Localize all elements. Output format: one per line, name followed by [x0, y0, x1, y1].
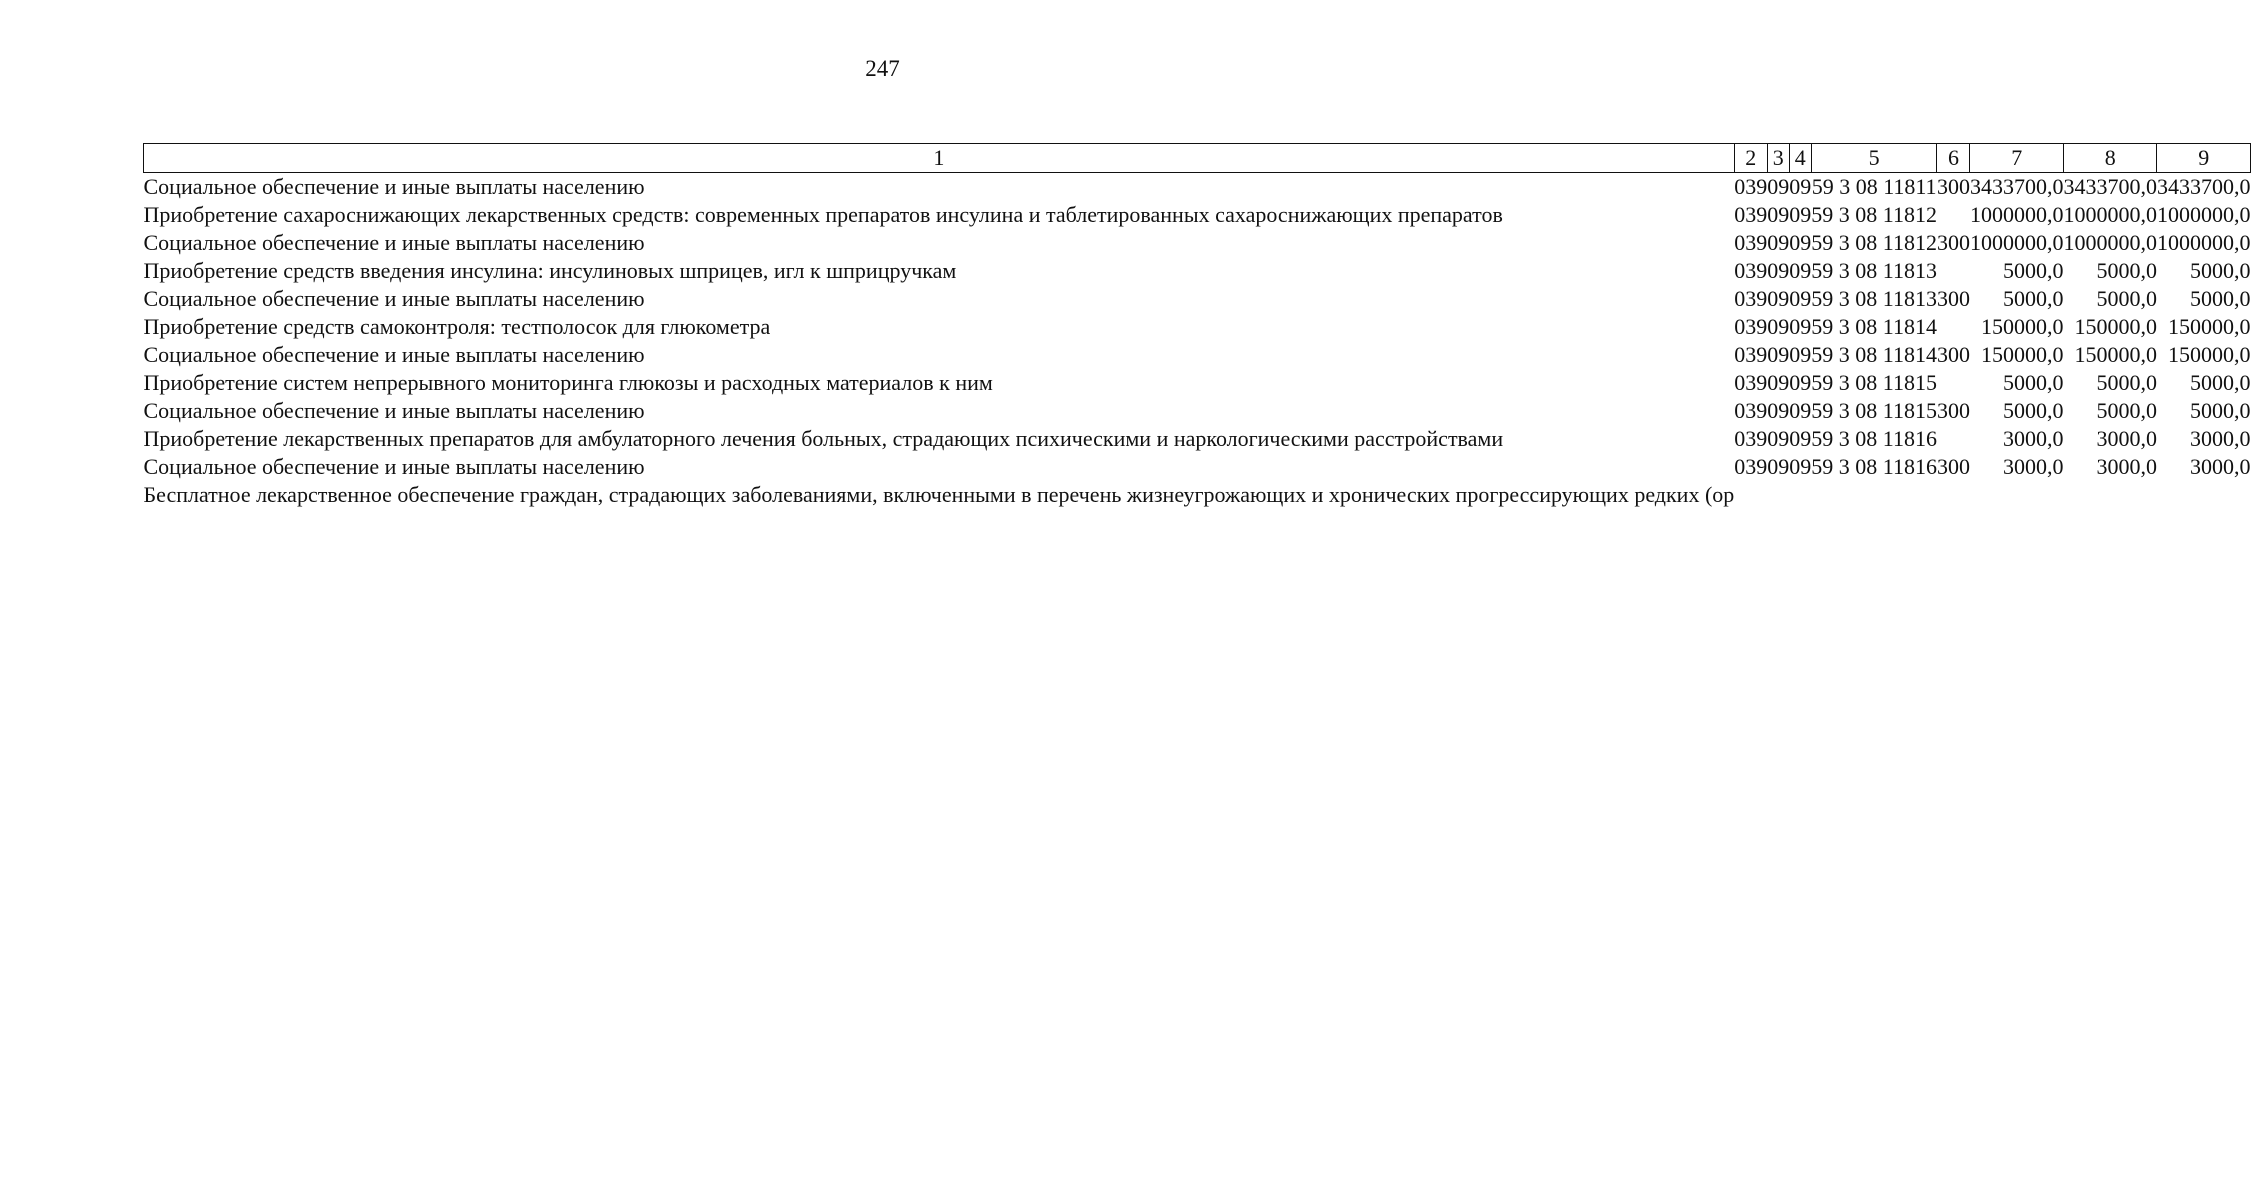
code-cell-expense-type [1937, 201, 1970, 229]
code-cell-subsection: 09 [1789, 174, 1812, 199]
header-cell: 2 [1734, 144, 1767, 173]
code-cell-section: 09 [1767, 454, 1790, 479]
code-cell-subsection: 09 [1789, 398, 1812, 423]
amount-cell-year2 [2063, 481, 2157, 509]
code-cell-expense-type: 300 [1936, 286, 1970, 311]
code-cell-target [1811, 481, 1937, 509]
code-cell-subsection: 09 [1789, 370, 1812, 395]
table-row [144, 257, 2251, 285]
code-cell-ministry: 039 [1734, 314, 1768, 339]
amount-cell-year3: 3000,0 [2189, 454, 2251, 479]
table-row [144, 397, 2251, 425]
amount-cell-year3: 5000,0 [2189, 370, 2251, 395]
amount-cell-year2: 3000,0 [2096, 426, 2157, 451]
header-cell: 3 [1767, 144, 1789, 173]
header-cell: 7 [1970, 144, 2064, 173]
amount-cell-year1: 3000,0 [2002, 454, 2064, 479]
table-row [144, 229, 2251, 257]
code-cell-section: 09 [1767, 314, 1790, 339]
code-cell-section: 09 [1767, 174, 1790, 199]
code-cell-ministry: 039 [1734, 258, 1768, 283]
header-cell: 1 [144, 144, 1735, 173]
code-cell-section: 09 [1767, 370, 1790, 395]
amount-cell-year2: 1000000,0 [2063, 230, 2157, 255]
code-cell-target: 59 3 08 11814 [1811, 314, 1937, 339]
description-cell: Социальное обеспечение и иные выплаты населению [143, 174, 645, 199]
code-cell-section: 09 [1767, 258, 1790, 283]
amount-cell-year2: 3000,0 [2096, 454, 2157, 479]
code-cell-expense-type: 300 [1936, 342, 1970, 367]
header-cell: 8 [2063, 144, 2157, 173]
code-cell-section: 09 [1767, 398, 1790, 423]
table-row [144, 425, 2251, 453]
code-cell-expense-type [1937, 257, 1970, 285]
code-cell-subsection: 09 [1789, 286, 1812, 311]
code-cell-target: 59 3 08 11811 [1811, 174, 1937, 199]
code-cell-ministry: 039 [1734, 286, 1768, 311]
amount-cell-year1: 3433700,0 [1969, 174, 2064, 199]
code-cell-section: 09 [1767, 426, 1790, 451]
table-row [144, 313, 2251, 341]
code-cell-expense-type: 300 [1936, 174, 1970, 199]
amount-cell-year2: 1000000,0 [2063, 202, 2157, 227]
code-cell-ministry: 039 [1734, 202, 1768, 227]
amount-cell-year1: 5000,0 [2002, 370, 2064, 395]
header-cell: 4 [1789, 144, 1811, 173]
code-cell-target: 59 3 08 11812 [1811, 230, 1937, 255]
code-cell-subsection: 09 [1789, 314, 1812, 339]
code-cell-expense-type: 300 [1936, 398, 1970, 423]
code-cell-target: 59 3 08 11815 [1811, 398, 1937, 423]
amount-cell-year2: 5000,0 [2096, 286, 2157, 311]
description-cell: Приобретение лекарственных препаратов для амбулаторного лечения больных, страдающих психическими и наркологическими расстройствами [143, 426, 1504, 451]
description-cell: Приобретение сахароснижающих лекарственных средств: современных препаратов инсулина и таблетированных сахароснижающих препаратов [143, 202, 1503, 227]
amount-cell-year2: 5000,0 [2096, 370, 2157, 395]
code-cell-subsection: 09 [1789, 342, 1812, 367]
table-row [144, 341, 2251, 369]
code-cell-target: 59 3 08 11813 [1811, 258, 1937, 283]
table-row [144, 369, 2251, 397]
code-cell-expense-type [1937, 481, 1970, 509]
code-cell-section: 09 [1767, 202, 1790, 227]
amount-cell-year3: 5000,0 [2189, 286, 2251, 311]
amount-cell-year2: 3433700,0 [2063, 174, 2157, 199]
amount-cell-year3: 5000,0 [2189, 398, 2251, 423]
amount-cell-year3: 1000000,0 [2156, 202, 2251, 227]
amount-cell-year3: 5000,0 [2189, 258, 2251, 283]
amount-cell-year3: 150000,0 [2167, 342, 2251, 367]
amount-cell-year3: 3000,0 [2189, 426, 2251, 451]
description-cell: Социальное обеспечение и иные выплаты населению [143, 398, 645, 423]
table-row [144, 201, 2251, 229]
amount-cell-year2: 150000,0 [2074, 314, 2157, 339]
code-cell-subsection [1789, 481, 1811, 509]
code-cell-section: 09 [1767, 286, 1790, 311]
code-cell-subsection: 09 [1789, 230, 1812, 255]
amount-cell-year1: 3000,0 [2002, 426, 2064, 451]
code-cell-ministry: 039 [1734, 174, 1768, 199]
amount-cell-year1: 150000,0 [1980, 342, 2064, 367]
code-cell-ministry: 039 [1734, 230, 1768, 255]
description-cell: Социальное обеспечение и иные выплаты населению [143, 342, 645, 367]
description-cell: Приобретение средств самоконтроля: тестполосок для глюкометра [143, 314, 771, 339]
amount-cell-year2: 150000,0 [2074, 342, 2157, 367]
code-cell-target: 59 3 08 11813 [1811, 286, 1937, 311]
table-row [144, 285, 2251, 313]
page-number: 247 [865, 56, 900, 81]
code-cell-ministry: 039 [1734, 426, 1768, 451]
amount-cell-year3: 3433700,0 [2156, 174, 2251, 199]
amount-cell-year1: 1000000,0 [1969, 230, 2064, 255]
code-cell-ministry: 039 [1734, 454, 1768, 479]
code-cell-target: 59 3 08 11814 [1811, 342, 1937, 367]
header-row [144, 144, 2251, 173]
code-cell-ministry: 039 [1734, 342, 1768, 367]
code-cell-target: 59 3 08 11815 [1811, 370, 1937, 395]
budget-table [143, 143, 2251, 509]
code-cell-expense-type [1937, 425, 1970, 453]
code-cell-section: 09 [1767, 230, 1790, 255]
code-cell-expense-type: 300 [1936, 454, 1970, 479]
amount-cell-year1: 5000,0 [2002, 286, 2064, 311]
header-cell: 9 [2157, 144, 2251, 173]
code-cell-ministry [1734, 481, 1767, 509]
amount-cell-year1 [1970, 481, 2064, 509]
amount-cell-year1: 5000,0 [2002, 398, 2064, 423]
amount-cell-year1: 1000000,0 [1969, 202, 2064, 227]
amount-cell-year3: 150000,0 [2167, 314, 2251, 339]
description-cell: Приобретение средств введения инсулина: инсулиновых шприцев, игл к шприцручкам [143, 258, 957, 283]
header-cell: 6 [1937, 144, 1970, 173]
amount-cell-year2: 5000,0 [2096, 398, 2157, 423]
code-cell-expense-type [1937, 313, 1970, 341]
description-cell: Бесплатное лекарственное обеспечение граждан, страдающих заболеваниями, включенными в перечень жизнеугрожающих и хронических прогрессирующих редких (ор [143, 482, 1735, 507]
code-cell-expense-type [1937, 369, 1970, 397]
code-cell-section [1767, 481, 1789, 509]
code-cell-target: 59 3 08 11816 [1811, 454, 1937, 479]
description-cell: Социальное обеспечение и иные выплаты населению [143, 454, 645, 479]
code-cell-subsection: 09 [1789, 454, 1812, 479]
header-cell: 5 [1811, 144, 1937, 173]
code-cell-target: 59 3 08 11816 [1811, 426, 1937, 451]
description-cell: Социальное обеспечение и иные выплаты населению [143, 286, 645, 311]
description-cell: Приобретение систем непрерывного мониторинга глюкозы и расходных материалов к ним [143, 370, 993, 395]
table-row [144, 481, 2251, 509]
code-cell-ministry: 039 [1734, 370, 1768, 395]
amount-cell-year1: 5000,0 [2002, 258, 2064, 283]
table-row [144, 173, 2251, 202]
description-cell: Социальное обеспечение и иные выплаты населению [143, 230, 645, 255]
table-row [144, 453, 2251, 481]
amount-cell-year1: 150000,0 [1980, 314, 2064, 339]
amount-cell-year3 [2157, 481, 2251, 509]
code-cell-subsection: 09 [1789, 202, 1812, 227]
code-cell-subsection: 09 [1789, 426, 1812, 451]
amount-cell-year3: 1000000,0 [2156, 230, 2251, 255]
code-cell-expense-type: 300 [1936, 230, 1970, 255]
code-cell-section: 09 [1767, 342, 1790, 367]
code-cell-target: 59 3 08 11812 [1811, 202, 1937, 227]
code-cell-ministry: 039 [1734, 398, 1768, 423]
code-cell-subsection: 09 [1789, 258, 1812, 283]
amount-cell-year2: 5000,0 [2096, 258, 2157, 283]
